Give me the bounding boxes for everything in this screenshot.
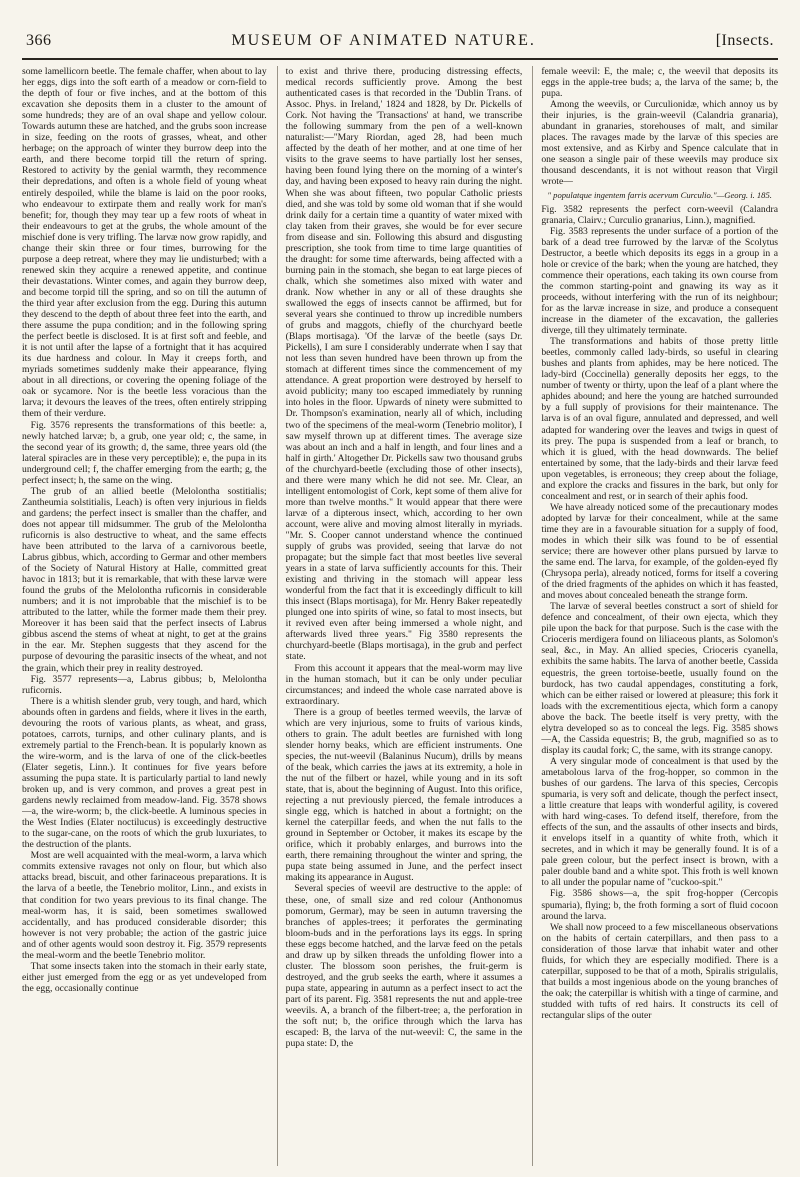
column-left xyxy=(22,66,267,1166)
paragraph: Fig. 3586 shows—a, the spit frog-hopper (Cercopis spumaria), flying; b, the froth forming a sort of fluid cocoon around the larva. xyxy=(541,888,778,922)
paragraph: some lamellicorn beetle. The female chaffer, when about to lay her eggs, digs into the soft earth of a meadow or corn-field to the depth of four or five inches, and at the bottom of this excavation she deposits them in a cluster to the amount of some hundreds; they are of an oval shape and yellow colour. Towards autumn these are hatched, and the grubs soon increase in size, feeding on the roots of grasses, wheat, and other herbage; on the approach of winter they burrow deep into the earth, and there become torpid till the return of spring. Restored to activity by the genial warmth, they recommence their depredations, and often is a whole field of young wheat entirely despoiled, while the blame is laid on the poor rooks, who endeavour to extirpate them and really work for man's benefit; for, though they may tear up a few roots of wheat in their endeavours to get at the grubs, the whole amount of the mischief done is very trifling. The larvæ now grow rapidly, and change their skin three or four times, burrowing for the purpose a deep retreat, where they may lie undisturbed; with a renewed skin they acquire a renewed appetite, and continue their devastations. Winter comes, and again they burrow deep, and become torpid till the spring, and so on till the autumn of the third year after exclusion from the egg. During this autumn they descend to the depth of about three feet into the earth, and there assume the pupa condition; and in the following spring the perfect beetle is disclosed. It is at first soft and feeble, and it is not until after the lapse of a fortnight that it has acquired its due hardness and colour. In May it creeps forth, and myriads sometimes suddenly make their appearance, flying about in all directions, or covering the opening foliage of the oak or sycamore. Nor is the beetle less voracious than the larva; it devours the leaves of the trees, often entirely stripping them of their verdure. xyxy=(22,66,267,420)
paragraph: Several species of weevil are destructive to the apple: of these, one, of small size and red colour (Anthonomus pomorum, Germar), may be seen in autumn traversing the branches of apples-trees; it perforates the germinating bloom-buds and in the perforations lays its eggs. In spring these eggs become hatched, and the larvæ feed on the petals and draw up by silken threads the unfolding flower into a cluster. The blossom soon perishes, the fruit-germ is destroyed, and the grub seeks the earth, where it assumes a pupa state, appearing in autumn as a perfect insect to act the part of its parent. Fig. 3581 represents the nut and apple-tree weevils. A, a branch of the filbert-tree; a, the perforation in the soft nut; b, the orifice through which the larva has escaped: B, the larva of the nut-weevil: C, the same in the pupa state: D, the xyxy=(285,883,523,1050)
page-number: 366 xyxy=(26,32,52,49)
paragraph: Most are well acquainted with the meal-worm, a larva which commits extensive ravages not only on flour, but which also attacks bread, biscuit, and other farinaceous preparations. It is the larva of a beetle, the Tenebrio molitor, Linn., and exists in that condition for two years previous to its final change. The meal-worm has, it is said, been sometimes swallowed accidentally, and has produced considerable disorder; this however is not very probable; the action of the gastric juice and of other agents would soon destroy it. Fig. 3579 represents the meal-worm and the beetle Tenebrio molitor. xyxy=(22,850,267,961)
verse-quote: " populatque ingentem farris acervum Curculio."—Georg. i. 185. xyxy=(547,189,772,200)
paragraph: There is a whitish slender grub, very tough, and hard, which abounds often in gardens and fields, where it lives in the earth, devouring the roots of various plants, as wheat, and grass, potatoes, carrots, turnips, and other culinary plants, and is extremely partial to the French-bean. It is popularly known as the wire-worm, and is the larva of one of the click-beetles (Elater segetis, Linn.). It continues for five years before assuming the pupa state. It is particularly partial to land newly broken up, and is very common, and proves a great pest in gardens newly reclaimed from meadow-land. Fig. 3578 shows—a, the wire-worm; b, the click-beetle. A luminous species in the West Indies (Elater noctilucus) is exceedingly destructive to the sugar-cane, on the roots of which the grub luxuriates, to the destruction of the plants. xyxy=(22,695,267,851)
paragraph: We shall now proceed to a few miscellaneous observations on the habits of certain caterpillars, and then pass to a consideration of those larvæ that inhabit water and other fluids, for which they are especially modified. There is a caterpillar, supposed to be that of a moth, Spiralis strigulalis, that builds a most ingenious abode on the young branches of the oak; the caterpillar is whitish with a tinge of carmine, and studded with tufts of red hairs. It constructs its cell of rectangular slips of the outer xyxy=(541,921,778,1021)
paragraph: That some insects taken into the stomach in their early state, either just emerged from the egg or as yet undeveloped from the egg, occasionally continue xyxy=(22,960,267,994)
paragraph: A very singular mode of concealment is that used by the ametabolous larva of the frog-hopper, so common in the bushes of our gardens. The larva of this species, Cercopis spumaria, is very soft and delicate, though the perfect insect, a little creature that leaps with wonderful agility, is covered with hard wing-cases. To defend itself, therefore, from the effects of the sun, and the assaults of other insects and birds, it envelops itself in a quantity of white froth, which it secretes, and in which it may be generally found. It is of a pale green colour, but the perfect insect is brown, with a paler double band and a white spot. This froth is well known to all under the popular name of "cuckoo-spit." xyxy=(541,755,778,889)
column-right xyxy=(532,66,778,1166)
running-head xyxy=(22,20,778,54)
paragraph: Among the weevils, or Curculionidæ, which annoy us by their injuries, is the grain-weevil (Calandria granaria), abundant in granaries, storehouses of malt, and similar places. The ravages made by the larvæ of this species are most extensive, and as Kirby and Spence calculate that in one season a single pair of these weevils may produce six thousand descendants, it is not without reason that Virgil wrote— xyxy=(541,99,778,188)
paragraph: We have already noticed some of the precautionary modes adopted by larvæ for their concealment, while at the same time they are in a favourable situation for a supply of food, modes in which their silk was found to be of essential service; there are however other plans pursued by larvæ to the same end. The larva, for example, of the golden-eyed fly (Chrysopa perla), already noticed, forms for itself a covering of the dried fragments of the aphides on which it has feasted, and moves about concealed beneath the strange form. xyxy=(541,501,778,602)
text-columns xyxy=(22,66,778,1166)
section-label: [Insects. xyxy=(715,32,774,49)
paragraph: Fig. 3577 represents—a, Labrus gibbus; b, Melolontha ruficornis. xyxy=(22,673,267,696)
header-rule xyxy=(22,58,778,60)
paragraph: to exist and thrive there, producing distressing effects, medical records sufficiently prove. Among the best authenticated cases is that recorded in the 'Dublin Trans. of Assoc. Phys. in Ireland,' 1824 and 1828, by Dr. Pickells of Cork. Not having the 'Transactions' at hand, we transcribe the following summary from the pen of a well-known naturalist:—"Mary Riordan, aged 28, had been much affected by the death of her mother, and at one time of her visits to the grave seems to have partially lost her senses, having been found lying there on the morning of a winter's day, and having been exposed to heavy rain during the night. When she was about fifteen, two popular Catholic priests died, and she was told by some old woman that if she would drink daily for a certain time a quantity of water mixed with clay taken from their graves, she would be for ever secure from disease and sin. Following this absurd and disgusting prescription, she took from time to time large quantities of the draught: for some time afterwards, being affected with a burning pain in the stomach, she began to eat large pieces of chalk, which she sometimes also mixed with water and drank. Now whether in any or all of these draughts she swallowed the eggs of insects cannot be affirmed, but for several years she continued to throw up incredible numbers of grubs and maggots, chiefly of the churchyard beetle (Blaps mortisaga). 'Of the larvæ of the beetle (says Dr. Pickells), I am sure I considerably underrate when I say that not less than seven hundred have been thrown up from the stomach at different times since the commencement of my attendance. A great proportion were destroyed by herself to avoid publicity; many too escaped immediately by running into holes in the floor. Upwards of ninety were submitted to Dr. Thompson's examination, nearly all of which, including two of the specimens of the meal-worm (Tenebrio molitor), I saw myself thrown up at different times. The average size was about an inch and a half in length, and four lines and a half in girth.' Altogether Dr. Pickells saw two thousand grubs of the churchyard-beetle (excluding those of other insects), and there were many which he did not see. Mr. Clear, an intelligent entomologist of Cork, kept some of them alive for more than twelve months." It would appear that there were larvæ of a dipterous insect, which, according to her own account, were alive and moving almost literally in myriads. "Mr. S. Cooper cannot understand whence the continued supply of grubs was provided, seeing that larvæ do not propagate; but the simple fact that most beetles live several years in a state of larva sufficiently accounts for this. Their existing and thriving in the stomach will appear less wonderful from the fact that it is exceedingly difficult to kill this insect (Blaps mortisaga), for Mr. Henry Baker repeatedly plunged one into spirits of wine, so fatal to most insects, but it revived even after being immersed a whole night, and afterwards lived three years." Fig 3580 represents the churchyard-beetle (Blaps mortisaga), in the grub and perfect state. xyxy=(285,66,523,663)
paragraph: The grub of an allied beetle (Melolontha sostitialis; Zantheumia solstitialis, Leach) is often very injurious in fields and gardens; the perfect insect is smaller than the chaffer, and does not appear till midsummer. The grub of the Melolontha ruficornis is also destructive to wheat, and the same effects have been attributed to the larva of a carnivorous beetle, Labrus gibbus, which, according to Germar and other members of the Society of Natural History at Halle, committed great havoc in 1813; but it is remarkable, that with these larvæ were found the grubs of the Melolontha ruficornis in considerable numbers; and it is not improbable that the mischief is to be attributed to the latter, while the former made them their prey. Moreover it has been said that the perfect insects of Labrus gibbus ascend the stems of wheat at night, to get at the grains in the ear. Mr. Stephen suggests that they ascend for the purpose of devouring the parasitic insects of the wheat, and not the grain, which their prey in reality destroyed. xyxy=(22,485,267,674)
column-middle xyxy=(277,66,523,1166)
page-title: MUSEUM OF ANIMATED NATURE. xyxy=(231,32,536,49)
paragraph: Fig. 3583 represents the under surface of a portion of the bark of a dead tree furrowed by the larvæ of the Scolytus Destructor, a beetle which deposits its eggs in a group in a hole or crevice of the bark; when the young are hatched, they commence their operations, each taking its own course from the common starting-point and gnawing its way as it proceeds, without interfering with the run of its neighbour; for as the larvæ increase in size, and produce a consequent increase in the diameter of the excavation, the galleries diverge, till they ultimately terminate. xyxy=(541,225,778,337)
paragraph: female weevil: E, the male; c, the weevil that deposits its eggs in the apple-tree buds; a, the larva of the same; b, the pupa. xyxy=(541,66,778,100)
paragraph: From this account it appears that the meal-worm may live in the human stomach, but it can be only under peculiar circumstances; and indeed the whole case narrated above is extraordinary. xyxy=(285,662,523,707)
paragraph: The larvæ of several beetles construct a sort of shield for defence and concealment, of their own ejecta, which they pile upon the back for that purpose. Such is the case with the Crioceris merdigera found on liliaceous plants, as Solomon's seal, &c., in May. An allied species, Crioceris cyanella, exhibits the same habits. The larva of another beetle, Cassida equestris, the green tortoise-beetle, usually found on the burdock, has two caudal appendages, constituting a fork, which can be either raised or lowered at pleasure; this fork it loads with the excrementitious ejecta, which form a canopy above the back. The beetle itself is very pretty, with the elytra developed so as to conceal the legs. Fig. 3585 shows—A, the Cassida equestris; B, the grub, magnified so as to display its caudal fork; C, the same, with its strange canopy. xyxy=(541,601,778,756)
paragraph: Fig. 3582 represents the perfect corn-weevil (Calandra granaria, Clairv.; Curculio granarius, Linn.), magnified. xyxy=(541,203,778,226)
paragraph: Fig. 3576 represents the transformations of this beetle: a, newly hatched larvæ; b, a grub, one year old; c, the same, in the second year of its growth; d, the same, three years old (the lateral spiracles are in these very perceptible); e, the pupa in its underground cell; f, the chaffer emerging from the earth; g, the perfect insect; h, the same on the wing. xyxy=(22,419,267,486)
paragraph: There is a group of beetles termed weevils, the larvæ of which are very injurious, some to fruits of various kinds, others to grain. The adult beetles are furnished with long slender horny beaks, which are efficient instruments. One species, the nut-weevil (Balaninus Nucum), drills by means of the beak, which carries the jaws at its extremity, a hole in the nut of the filbert or hazel, while young and in its soft state, that is, about the beginning of August. Into this orifice, rejecting a nut previously pierced, the female introduces a single egg, which is hatched in about a fortnight; on the kernel the caterpillar feeds, and when the nut falls to the ground in September or October, it makes its escape by the orifice, which it probably enlarges, and burrows into the earth, there remaining throughout the winter and spring, the pupa state being assumed in June, and the perfect insect making its appearance in August. xyxy=(285,706,523,884)
paragraph: The transformations and habits of those pretty little beetles, commonly called lady-birds, so useful in clearing bushes and plants from aphides, may be here noticed. The lady-bird (Coccinella) generally deposits her eggs, to the number of twenty or thirty, upon the leaf of a plant where the aphides abound; and here the young are hatched surrounded by a full supply of provisions for their maintenance. The larva is of an oval figure, annulated and depressed, and well adapted for wandering over the leaves and twigs in quest of its prey. The pupa is suspended from a leaf or branch, to which it is glued, with the head downwards. The belief entertained by some, that the lady-birds and their larvæ feed upon vegetables, is erroneous; they creep about the foliage, and explore the cracks and fissures in the bark, but only for concealment and rest, or in search of their aphis food. xyxy=(541,336,778,502)
